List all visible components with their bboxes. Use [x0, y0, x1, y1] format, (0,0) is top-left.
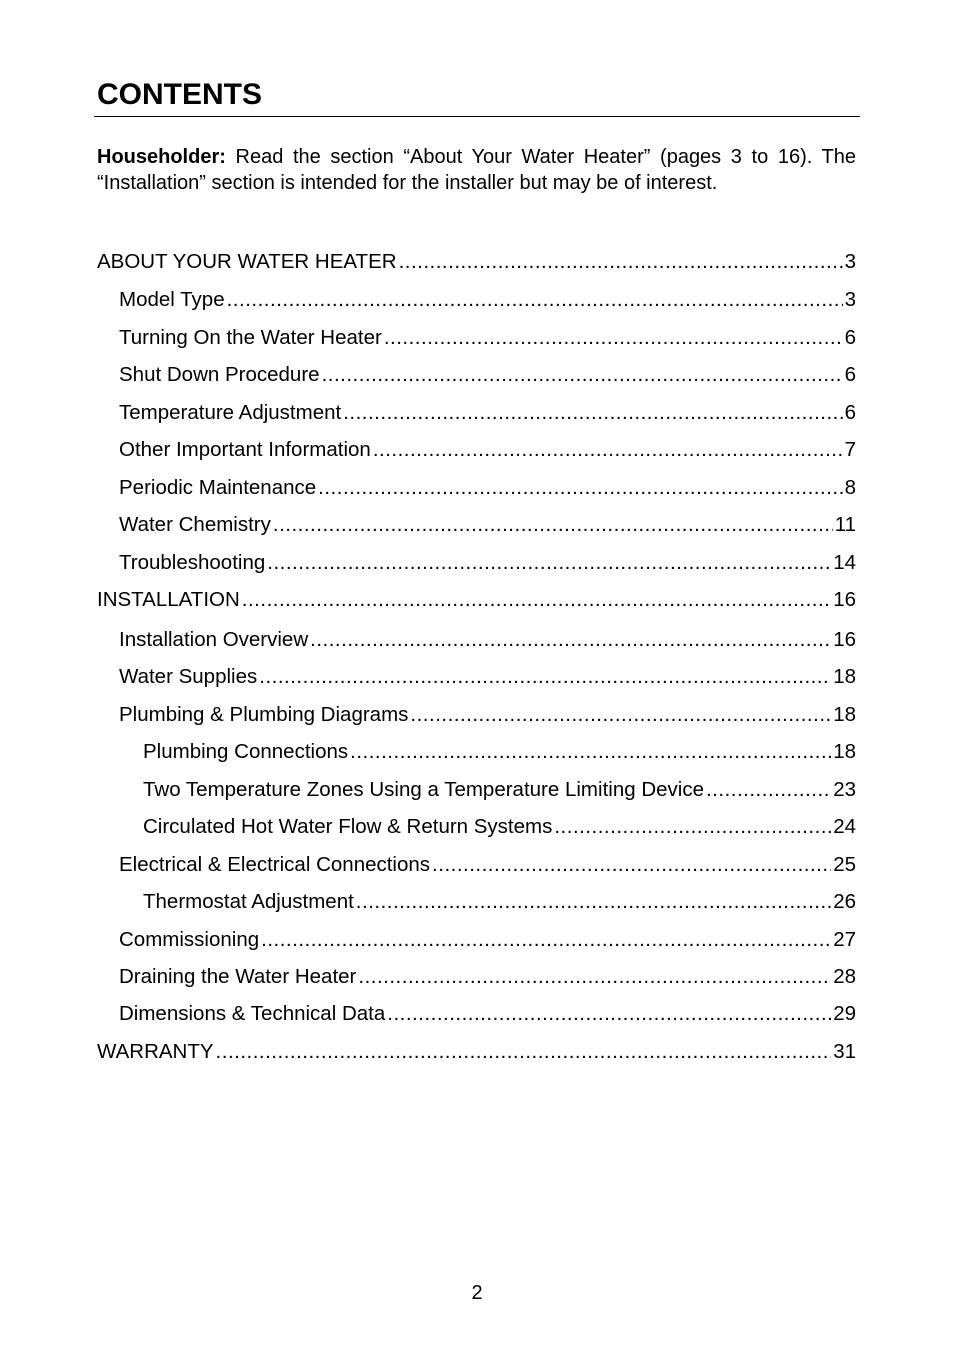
toc-dot-leader [318, 473, 842, 503]
toc-entry-label: Water Supplies [119, 665, 258, 688]
toc-entry[interactable] [119, 285, 856, 315]
toc-entry-label: WARRANTY [97, 1040, 214, 1063]
toc-entry[interactable] [143, 775, 856, 805]
toc-entry-label: Model Type [119, 288, 225, 311]
toc-entry-label: Circulated Hot Water Flow & Return Systems [143, 815, 553, 838]
toc-dot-leader [259, 662, 831, 692]
toc-entry-label: Temperature Adjustment [119, 401, 342, 424]
toc-dot-leader [216, 1037, 832, 1067]
toc-entry-page: 6 [844, 326, 856, 349]
toc-entry-page: 16 [833, 628, 856, 651]
toc-dot-leader [384, 323, 843, 353]
toc-dot-leader [343, 398, 842, 428]
toc-entry-label: Installation Overview [119, 628, 309, 651]
toc-entry-page: 3 [844, 250, 856, 273]
toc-entry[interactable] [119, 360, 856, 390]
toc-entry-page: 27 [833, 928, 856, 951]
toc-entry-label: INSTALLATION [97, 588, 240, 611]
toc-entry-page: 3 [844, 288, 856, 311]
toc-entry[interactable] [119, 999, 856, 1029]
toc-dot-leader [432, 850, 831, 880]
toc-dot-leader [358, 962, 831, 992]
toc-entry-page: 6 [844, 401, 856, 424]
toc-entry-page: 26 [833, 890, 856, 913]
toc-entry-label: Periodic Maintenance [119, 476, 317, 499]
toc-entry-label: Turning On the Water Heater [119, 326, 382, 349]
toc-dot-leader [350, 737, 831, 767]
toc-dot-leader [227, 285, 843, 315]
intro-lead: Householder: [97, 146, 226, 168]
toc-entry[interactable] [119, 435, 856, 465]
toc-entry-label: Shut Down Procedure [119, 363, 320, 386]
toc-dot-leader [242, 585, 831, 615]
toc-entry-label: Draining the Water Heater [119, 965, 357, 988]
toc-entry-page: 7 [844, 438, 856, 461]
toc-entry-page: 28 [833, 965, 856, 988]
toc-entry[interactable] [143, 737, 856, 767]
toc-entry-page: 11 [834, 513, 856, 536]
toc-dot-leader [356, 887, 831, 917]
toc-entry[interactable] [119, 510, 856, 540]
toc-entry[interactable] [97, 1037, 856, 1067]
toc-entry-page: 25 [833, 853, 856, 876]
toc-dot-leader [373, 435, 843, 465]
intro-paragraph [97, 144, 856, 196]
toc-entry-label: Plumbing Connections [143, 740, 349, 763]
toc-entry-page: 18 [833, 665, 856, 688]
toc-dot-leader [310, 625, 831, 655]
toc-entry[interactable] [119, 962, 856, 992]
toc-entry-page: 8 [844, 476, 856, 499]
toc-entry[interactable] [143, 812, 856, 842]
title-underline [94, 116, 860, 117]
toc-entry[interactable] [143, 887, 856, 917]
toc-entry-label: Troubleshooting [119, 551, 266, 574]
toc-entry-page: 23 [833, 778, 856, 801]
toc-entry-label: Dimensions & Technical Data [119, 1002, 386, 1025]
toc-entry[interactable] [119, 323, 856, 353]
toc-dot-leader [387, 999, 831, 1029]
toc-entry-page: 6 [844, 363, 856, 386]
toc-entry-label: Other Important Information [119, 438, 371, 461]
toc-dot-leader [267, 548, 831, 578]
page-number: 2 [471, 1282, 483, 1304]
toc-entry[interactable] [119, 473, 856, 503]
toc-entry-page: 29 [833, 1002, 856, 1025]
toc-dot-leader [273, 510, 833, 540]
toc-dot-leader [554, 812, 831, 842]
toc-dot-leader [410, 700, 831, 730]
toc-entry[interactable] [97, 585, 856, 615]
toc-entry-label: Commissioning [119, 928, 260, 951]
toc-entry-page: 16 [833, 588, 856, 611]
toc-entry[interactable] [119, 625, 856, 655]
toc-entry[interactable] [119, 398, 856, 428]
toc-dot-leader [261, 925, 831, 955]
toc-entry[interactable] [119, 700, 856, 730]
toc-entry-label: Plumbing & Plumbing Diagrams [119, 703, 409, 726]
toc-entry[interactable] [119, 548, 856, 578]
toc-entry-label: Two Temperature Zones Using a Temperature Limiting Device [143, 778, 704, 801]
toc-entry-page: 18 [833, 703, 856, 726]
toc-entry-page: 24 [833, 815, 856, 838]
toc-entry-page: 14 [833, 551, 856, 574]
toc-entry-page: 18 [833, 740, 856, 763]
toc-dot-leader [706, 775, 831, 805]
toc-entry[interactable] [119, 850, 856, 880]
toc-dot-leader [322, 360, 843, 390]
toc-entry-label: Thermostat Adjustment [143, 890, 354, 913]
toc-entry[interactable] [119, 662, 856, 692]
intro-text: Read the section “About Your Water Heater” (pages 3 to 16). The “Installation” section is intended for the installer but may be of interest. [97, 146, 856, 194]
toc-dot-leader [399, 247, 843, 277]
toc-entry[interactable] [119, 925, 856, 955]
page-title: CONTENTS [97, 78, 262, 111]
toc-entry-page: 31 [833, 1040, 856, 1063]
toc-entry-label: Water Chemistry [119, 513, 271, 536]
toc-entry-label: Electrical & Electrical Connections [119, 853, 431, 876]
toc-entry[interactable] [97, 247, 856, 277]
toc-entry-label: ABOUT YOUR WATER HEATER [97, 250, 397, 273]
